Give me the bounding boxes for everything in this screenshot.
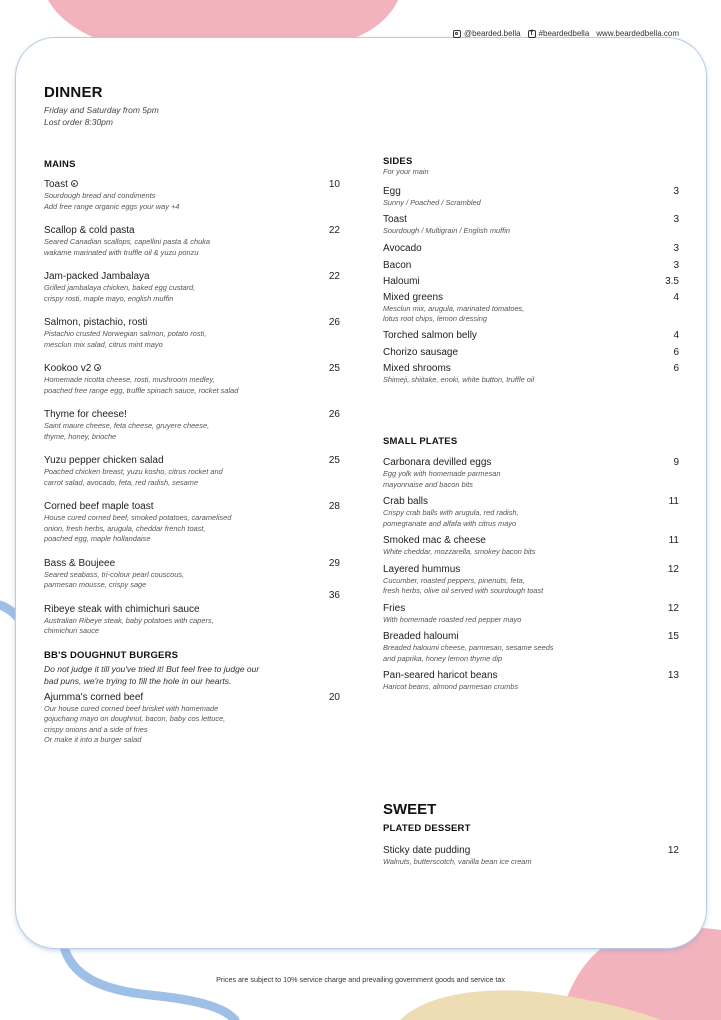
item-name	[383, 602, 679, 615]
left-column	[44, 84, 340, 746]
item-description-line: Sourdough bread and condiments	[44, 191, 156, 200]
burgers-intro-1: Do not judge it till you've tried it! But feel free to judge our	[44, 663, 260, 674]
facebook-handle: #beardedbella	[538, 29, 590, 38]
chef-recommendation-icon	[94, 364, 101, 371]
menu-item-mixed-shrooms	[383, 362, 679, 386]
item-name-text: Bacon	[383, 259, 412, 271]
item-name-text: Mixed greens	[383, 291, 444, 303]
item-price: 29	[328, 557, 340, 569]
footer-note: Prices are subject to 10% service charge and prevailing government goods and service tax	[216, 975, 505, 984]
menu-item-chorizo-sausage	[383, 346, 679, 359]
sides-list	[383, 185, 679, 386]
item-price: 25	[328, 363, 340, 374]
item-name-text: Mixed shrooms	[383, 362, 451, 374]
item-description-line: gojuchang mayo on doughnut, bacon, baby cos lettuce,	[44, 714, 226, 723]
menu-item-egg	[383, 185, 679, 209]
item-price: 13	[667, 670, 679, 681]
item-name	[44, 270, 340, 283]
item-description-line: crispy onions and a side of fries	[44, 724, 148, 734]
menu-item-yuzu-pepper-chicken-salad	[44, 454, 340, 488]
item-name-text: Layered hummus	[383, 563, 461, 575]
item-name	[383, 495, 679, 508]
item-price: 3	[673, 259, 679, 271]
menu-item-salmon-pistachio-rosti	[44, 316, 340, 350]
item-description-line: Sourdough / Multigrain / English muffin	[383, 226, 510, 235]
menu-item-haloumi	[383, 275, 679, 288]
item-description-line: Crispy crab balls with arugula, red radish,	[383, 508, 519, 517]
item-description-line: thyme, honey, brioche	[44, 431, 117, 441]
item-price: 26	[328, 317, 340, 328]
item-price: 3	[673, 242, 679, 254]
item-description-line: White cheddar, mozzarella, smokey bacon bits	[383, 547, 536, 556]
item-price: 22	[328, 225, 340, 236]
website-url: www.beardedbella.com	[596, 29, 679, 38]
item-name-text: Smoked mac & cheese	[383, 535, 486, 546]
item-name-text: Avocado	[383, 242, 422, 254]
item-description-line: Egg yolk with homemade parmesan	[383, 469, 501, 478]
item-name-text: Corned beef maple toast	[44, 501, 154, 512]
menu-item-kookoo-v2	[44, 362, 340, 396]
item-name-text: Scallop & cold pasta	[44, 225, 135, 236]
menu-item-toast	[44, 178, 340, 212]
item-name-text: Thyme for cheese!	[44, 409, 127, 420]
menu-item-torched-salmon-belly	[383, 329, 679, 342]
item-name-text: Torched salmon belly	[383, 329, 477, 341]
menu-item-sticky-date-pudding	[383, 844, 679, 868]
item-name	[383, 669, 679, 682]
item-description-line: With homemade roasted red pepper mayo	[383, 614, 522, 624]
item-price: 25	[328, 455, 340, 466]
page-title: DINNER	[44, 84, 103, 101]
item-description-line: Cucumber, roasted peppers, pinenuts, feta,	[383, 575, 525, 585]
burgers-list	[44, 691, 340, 746]
item-price: 11	[668, 496, 679, 507]
item-price: 4	[673, 291, 679, 303]
item-description-line: Seared seabass, tri-colour pearl couscous,	[44, 569, 185, 579]
facebook-icon: f	[528, 30, 536, 38]
item-description-line: Breaded haloumi cheese, parmesan, sesame seeds	[383, 643, 554, 652]
facebook-link[interactable]	[528, 29, 590, 38]
item-description-line: pomegranate and alfafa with citrus mayo	[383, 518, 517, 528]
menu-item-pan-seared-haricot-beans	[383, 669, 679, 693]
chef-recommendation-icon	[71, 180, 78, 187]
item-description-line: Sunny / Poached / Scrambled	[383, 197, 481, 207]
item-description-line: Shimeji, shiitake, enoki, white button, truffle oil	[383, 374, 535, 384]
item-price: 12	[667, 844, 679, 856]
item-name-text: Sticky date pudding	[383, 844, 471, 856]
item-name	[44, 603, 340, 616]
item-price: 28	[328, 501, 340, 512]
item-price: 12	[667, 563, 679, 575]
item-description-line: onion, fresh herbs, arugula, cheddar french toast,	[44, 523, 206, 533]
sides-heading: SIDES	[383, 156, 413, 167]
item-description-line: wakame marinated with truffle oil & yuzu ponzu	[44, 247, 199, 257]
item-name-text: Salmon, pistachio, rosti	[44, 317, 148, 328]
menu-item-ribeye-steak-with-chimichuri-sauce	[44, 589, 340, 637]
item-name	[44, 178, 340, 191]
item-price: 6	[673, 346, 679, 358]
item-name	[383, 291, 679, 304]
item-name	[44, 691, 340, 704]
item-description-line: Poached chicken breast, yuzu kosho, citrus rocket and	[44, 467, 223, 476]
item-description-line: Seared Canadian scallops, capellini pasta & chuka	[44, 237, 210, 246]
item-name-text: Chorizo sausage	[383, 346, 459, 358]
item-description-line: Australian Ribeye steak, baby potatoes with capers,	[44, 615, 214, 625]
plated-dessert-heading: PLATED DESSERT	[383, 822, 471, 834]
item-name-text: Toast	[44, 179, 68, 190]
menu-item-mixed-greens	[383, 291, 679, 325]
item-name	[383, 185, 679, 198]
mains-list	[44, 178, 340, 637]
item-price: 3	[673, 185, 679, 197]
hours-text: Friday and Saturday from 5pm	[44, 105, 159, 115]
item-name-text: Yuzu pepper chicken salad	[44, 455, 164, 466]
item-description-line: Mesclun mix, arugula, marinated tomatoes,	[383, 303, 525, 313]
item-description-line: Homemade ricotta cheese, rosti, mushroom medley,	[44, 375, 215, 384]
item-name-text: Egg	[383, 185, 401, 197]
menu-item-scallop-cold-pasta	[44, 224, 340, 258]
item-price: 3	[673, 214, 679, 225]
menu-item-ajumma-s-corned-beef	[44, 691, 340, 746]
mains-heading: MAINS	[44, 159, 76, 170]
item-name	[383, 630, 679, 643]
item-name-text: Pan-seared haricot beans	[383, 670, 498, 681]
menu-item-smoked-mac-cheese	[383, 534, 679, 558]
item-name	[44, 500, 340, 513]
item-price: 9	[673, 457, 679, 468]
item-name	[44, 316, 340, 329]
item-description-line: Walnuts, butterscotch, vanilla bean ice cream	[383, 856, 532, 866]
item-name-text: Breaded haloumi	[383, 631, 459, 642]
item-description-line: and paprika, honey lemon thyme dip	[383, 653, 503, 663]
menu-item-jam-packed-jambalaya	[44, 270, 340, 304]
item-description-line: Or make it into a burger salad	[44, 735, 142, 744]
item-name-text: Fries	[383, 602, 406, 614]
item-price: 26	[328, 409, 340, 420]
last-order-text: Lost order 8:30pm	[44, 117, 113, 127]
menu-item-corned-beef-maple-toast	[44, 500, 340, 545]
menu-item-avocado	[383, 242, 679, 255]
item-name	[44, 408, 340, 421]
item-price: 22	[328, 271, 340, 282]
small-plates-list	[383, 456, 679, 693]
item-description-line: fresh herbs, olive oil served with sourdough toast	[383, 586, 544, 595]
item-name	[44, 454, 340, 467]
item-name	[383, 259, 679, 272]
item-name-text: Crab balls	[383, 496, 429, 507]
item-description-line: mesclun mix salad, citrus mint mayo	[44, 339, 163, 349]
sides-subtitle: For your main	[383, 167, 429, 176]
item-price: 10	[328, 179, 340, 190]
item-name-text: Ajumma's corned beef	[44, 691, 144, 703]
menu-item-bass-boujeee	[44, 557, 340, 591]
item-description-line: Add free range organic eggs your way +4	[44, 201, 180, 211]
item-name	[383, 346, 679, 359]
item-description-line: Our house cured corned beef brisket with homemade	[44, 703, 219, 713]
item-price: 11	[668, 535, 679, 546]
item-description-line: crispy rosti, maple mayo, english muffin	[44, 293, 174, 303]
item-price: 3.5	[665, 275, 679, 287]
menu-item-thyme-for-cheese	[44, 408, 340, 442]
item-name	[383, 534, 679, 547]
item-name	[383, 844, 679, 857]
item-description-line: carrot salad, avocado, feta, red radish, sesame	[44, 477, 199, 487]
item-description-line: Grilled jambalaya chicken, baked egg custard,	[44, 283, 196, 292]
item-price: 12	[667, 602, 679, 614]
instagram-icon	[453, 30, 461, 38]
item-name	[383, 213, 679, 226]
item-name-text: Haloumi	[383, 275, 420, 287]
item-name	[383, 563, 679, 576]
item-description-line: lotus root chips, lemon dressing	[383, 314, 487, 323]
small-plates-heading: SMALL PLATES	[383, 436, 458, 447]
item-name	[44, 557, 340, 570]
item-price: 20	[328, 691, 340, 703]
item-description-line: parmesan mousse, crispy sage	[44, 580, 147, 589]
item-description-line: House cured corned beef, smoked potatoes, caramelised	[44, 513, 232, 522]
dessert-list	[383, 844, 679, 868]
website-link[interactable]	[596, 29, 679, 38]
item-name	[383, 362, 679, 375]
item-description-line: Pistachio crusted Norwegian salmon, potato rosti,	[44, 329, 207, 338]
menu-item-bacon	[383, 259, 679, 272]
menu-item-crab-balls	[383, 495, 679, 529]
item-description-line: chimichuri sauce	[44, 626, 100, 635]
item-name	[44, 362, 340, 375]
item-price: 6	[673, 362, 679, 374]
item-description-line: Saint maure cheese, feta cheese, gruyere cheese,	[44, 421, 210, 430]
burgers-intro-2: bad puns, we're trying to fill the hole in our hearts.	[44, 675, 232, 686]
menu-item-toast	[383, 213, 679, 237]
item-name	[383, 329, 679, 342]
instagram-link[interactable]	[453, 29, 521, 38]
item-description-line: poached egg, maple hollandaise	[44, 534, 151, 543]
social-links	[453, 29, 679, 38]
menu-item-breaded-haloumi	[383, 630, 679, 664]
item-name-text: Carbonara devilled eggs	[383, 457, 492, 468]
item-price: 4	[673, 329, 679, 341]
burgers-heading: BB'S DOUGHNUT BURGERS	[44, 649, 179, 661]
item-price: 36	[328, 589, 340, 601]
item-name	[383, 456, 679, 469]
item-name-text: Bass & Boujeee	[44, 557, 116, 569]
right-column	[383, 84, 679, 867]
menu-item-layered-hummus	[383, 563, 679, 597]
item-name-text: Kookoo v2	[44, 363, 92, 374]
item-name	[44, 224, 340, 237]
item-name-text: Jam-packed Jambalaya	[44, 271, 150, 282]
instagram-handle: @bearded.bella	[463, 29, 521, 38]
item-name-text: Toast	[383, 214, 407, 225]
item-description-line: poached free range egg, truffle spinach sauce, rocket salad	[44, 385, 239, 395]
menu-item-fries	[383, 602, 679, 626]
menu-item-carbonara-devilled-eggs	[383, 456, 679, 490]
item-name	[383, 275, 679, 288]
item-name-text: Ribeye steak with chimichuri sauce	[44, 603, 200, 615]
item-description-line: mayonnaise and bacon bits	[383, 479, 473, 489]
item-description-line: Haricot beans, almond parmesan crumbs	[383, 682, 519, 691]
sweet-heading: SWEET	[383, 800, 437, 818]
item-price: 15	[667, 631, 679, 642]
item-name	[383, 242, 679, 255]
